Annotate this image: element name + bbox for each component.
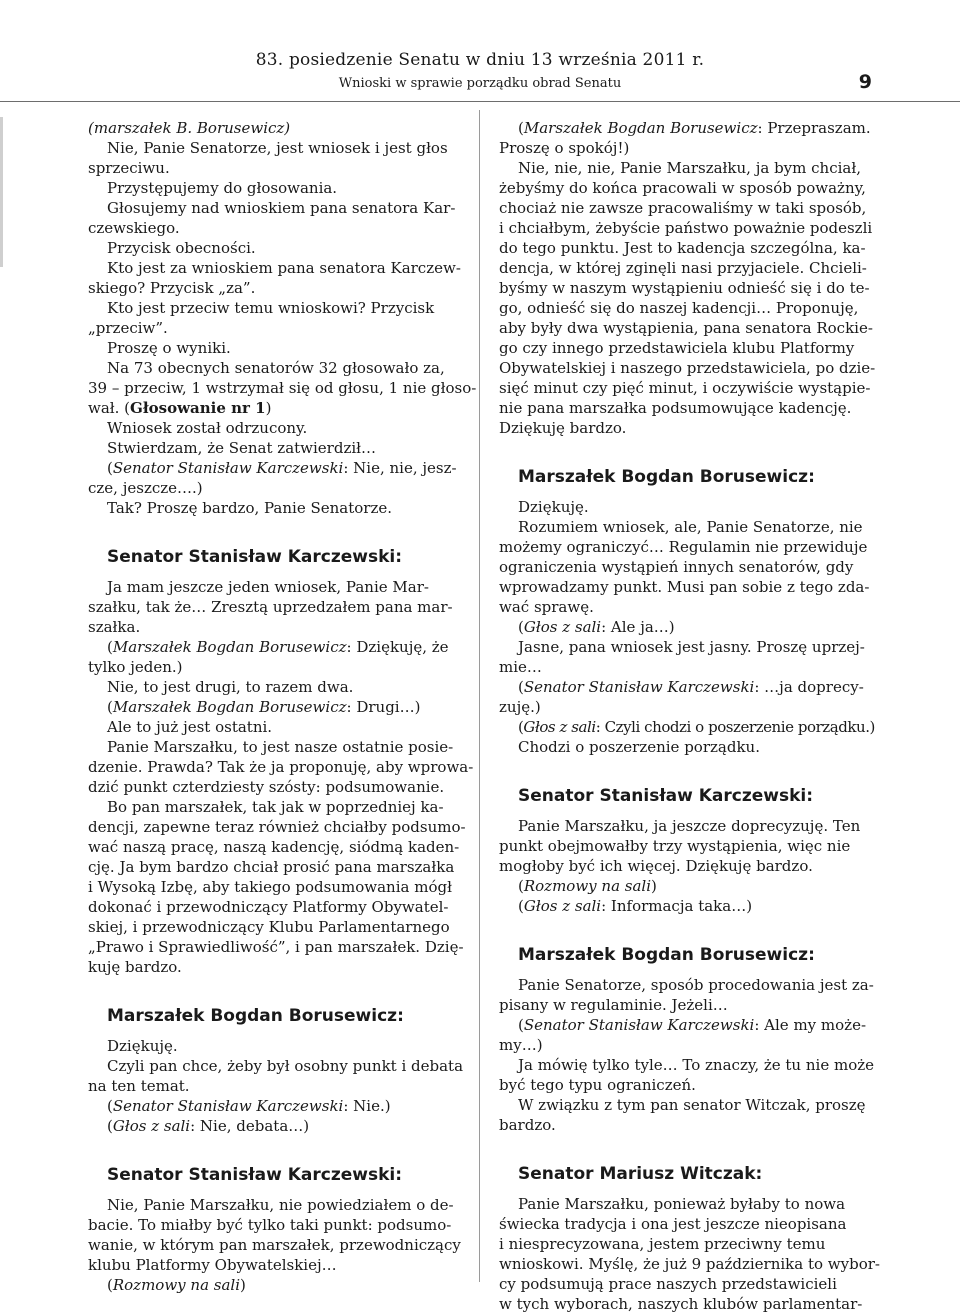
paragraph-line: klubu Platformy Obywatelskiej… xyxy=(88,1256,337,1274)
paragraph-line: Głosujemy nad wnioskiem pana senatora Kar- xyxy=(107,199,456,217)
paragraph-line: dzić punkt czterdziesty szósty: podsumowanie. xyxy=(88,778,445,796)
paragraph-line: „Prawo i Sprawiedliwość”, i pan marszałek. Dzię- xyxy=(88,938,464,956)
paragraph-line: Przystępujemy do głosowania. xyxy=(107,179,338,197)
paragraph-line: cze, jeszcze….) xyxy=(88,479,203,497)
paragraph-line: żebyśmy do końca pracowali w sposób poważny, xyxy=(499,179,866,197)
paragraph-line: (Głos z sali: Nie, debata…) xyxy=(107,1117,310,1135)
paragraph-line: skiej, i przewodniczący Klubu Parlamentarnego xyxy=(88,918,450,936)
paragraph-line: Kto jest przeciw temu wnioskowi? Przycisk xyxy=(107,299,435,317)
speaker-heading: Senator Stanisław Karczewski: xyxy=(107,547,403,567)
paragraph-line: (Senator Stanisław Karczewski: Nie, nie, jesz- xyxy=(107,459,457,477)
paragraph-line: Przycisk obecności. xyxy=(107,239,256,257)
paragraph-line: dzenie. Prawda? Tak że ja proponuję, aby wprowa- xyxy=(88,758,474,776)
paragraph-line: (Rozmowy na sali) xyxy=(518,877,657,895)
paragraph-line: Panie Marszałku, to jest nasze ostatnie posie- xyxy=(107,738,454,756)
paragraph-line: mogłoby być ich więcej. Dziękuję bardzo. xyxy=(499,857,813,875)
page-number: 9 xyxy=(858,71,872,93)
paragraph-line: Nie, Panie Senatorze, jest wniosek i jest głos xyxy=(107,139,448,157)
paragraph-line: go, odnieść się do naszej kadencji… Proponuję, xyxy=(499,299,859,317)
paragraph-line: Kto jest za wnioskiem pana senatora Karczew- xyxy=(107,259,461,277)
page-header-subtitle: Wnioski w sprawie porządku obrad Senatu xyxy=(338,76,622,91)
paragraph-line: (Senator Stanisław Karczewski: …ja doprecy- xyxy=(518,678,864,696)
paragraph-line: cy podsumują prace naszych przedstawicieli xyxy=(499,1275,837,1293)
paragraph-line: szałku, tak że… Zresztą uprzedzałem pana mar- xyxy=(88,598,453,616)
paragraph-line: cję. Ja bym bardzo chciał prosić pana marszałka xyxy=(88,858,455,876)
paragraph-line: pisany w regulaminie. Jeżeli… xyxy=(499,996,728,1014)
paragraph-line: i chciałbym, żebyście państwo poważnie podeszli xyxy=(499,219,873,237)
paragraph-line: (Rozmowy na sali) xyxy=(107,1276,246,1294)
paragraph-line: Dziękuję bardzo. xyxy=(499,419,627,437)
paragraph-line: Stwierdzam, że Senat zatwierdził… xyxy=(107,439,377,457)
paragraph-line: Panie Marszałku, ponieważ byłaby to nowa xyxy=(518,1195,846,1213)
paragraph-line: tylko jeden.) xyxy=(88,658,183,676)
paragraph-line: (Senator Stanisław Karczewski: Nie.) xyxy=(107,1097,391,1115)
paragraph-line: (Głos z sali: Informacja taka…) xyxy=(518,897,753,915)
paragraph-line: zuję.) xyxy=(499,698,541,716)
paragraph-line: chociaż nie zawsze pracowaliśmy w taki sposób, xyxy=(499,199,867,217)
paragraph-line: (Marszałek Bogdan Borusewicz: Drugi…) xyxy=(107,698,421,716)
paragraph-line: Panie Senatorze, sposób procedowania jest za- xyxy=(518,976,874,994)
paragraph-line: (Senator Stanisław Karczewski: Ale my może- xyxy=(518,1016,867,1034)
paragraph-line: i niesprecyzowana, jestem przeciwny temu xyxy=(499,1235,826,1253)
paragraph-line: Nie, Panie Marszałku, nie powiedziałem o de- xyxy=(107,1196,454,1214)
paragraph-line: bacie. To miałby być tylko taki punkt: podsumo- xyxy=(88,1216,452,1234)
paragraph-line: Proszę o wyniki. xyxy=(107,339,231,357)
speaker-heading: Senator Mariusz Witczak: xyxy=(518,1164,763,1184)
paragraph-line: go czy innego przedstawiciela klubu Platformy xyxy=(499,339,855,357)
paragraph-line: Wniosek został odrzucony. xyxy=(107,419,308,437)
paragraph-line: Na 73 obecnych senatorów 32 głosowało za, xyxy=(107,359,445,377)
paragraph-line: Ale to już jest ostatni. xyxy=(107,718,273,736)
paragraph-line: szałka. xyxy=(88,618,141,636)
paragraph-line: punkt obejmowałby trzy wystąpienia, więc nie xyxy=(499,837,851,855)
paragraph-line: wał. (Głosowanie nr 1) xyxy=(88,399,272,417)
paragraph-line: (Marszałek Bogdan Borusewicz: Przepraszam. xyxy=(518,119,871,137)
speaker-heading: Marszałek Bogdan Borusewicz: xyxy=(107,1006,404,1026)
paragraph-line: dokonać i przewodniczący Platformy Obywatel- xyxy=(88,898,449,916)
paragraph-line: Ja mówię tylko tyle… To znaczy, że tu nie może xyxy=(518,1056,875,1074)
vote-number: Głosowanie nr 1 xyxy=(130,399,266,417)
margin-mark xyxy=(0,117,3,267)
paragraph-line: Chodzi o poszerzenie porządku. xyxy=(518,738,760,756)
paragraph-line: mie… xyxy=(499,658,542,676)
paragraph-line: byśmy w naszym wystąpieniu odnieść się i do te- xyxy=(499,279,870,297)
paragraph-line: „przeciw”. xyxy=(88,319,168,337)
paragraph-line: dencja, w której zginęli nasi przyjaciele. Chcieli- xyxy=(499,259,867,277)
paragraph-line: do tego punktu. Jest to kadencja szczególna, ka- xyxy=(499,239,866,257)
paragraph-line: dencji, zapewne teraz również chciałby podsumo- xyxy=(88,818,466,836)
paragraph-line: na ten temat. xyxy=(88,1077,190,1095)
column-divider xyxy=(479,110,480,1282)
running-head: (marszałek B. Borusewicz) xyxy=(88,119,291,137)
speaker-heading: Marszałek Bogdan Borusewicz: xyxy=(518,467,815,487)
paragraph-line: nie pana marszałka podsumowujące kadencję. xyxy=(499,399,852,417)
paragraph-line: Obywatelskiej i naszego przedstawiciela, po dzie- xyxy=(499,359,876,377)
paragraph-line: aby były dwa wystąpienia, pana senatora Rockie- xyxy=(499,319,873,337)
paragraph-line: świecka tradycja i ona jest jeszcze nieopisana xyxy=(499,1215,847,1233)
page-header-title: 83. posiedzenie Senatu w dniu 13 września 2011 r. xyxy=(255,50,705,70)
paragraph-line: wnioskowi. Myślę, że już 9 października to wybor- xyxy=(499,1255,880,1273)
paragraph-line: wprowadzamy punkt. Musi pan sobie z tego zda- xyxy=(499,578,870,596)
paragraph-line: wać naszą pracę, naszą kadencję, siódmą kaden- xyxy=(88,838,460,856)
paragraph-line: sprzeciwu. xyxy=(88,159,170,177)
paragraph-line: Tak? Proszę bardzo, Panie Senatorze. xyxy=(107,499,393,517)
paragraph-line: Nie, to jest drugi, to razem dwa. xyxy=(107,678,354,696)
paragraph-line: Jasne, pana wniosek jest jasny. Proszę uprzej- xyxy=(518,638,865,656)
paragraph-line: wanie, w którym pan marszałek, przewodniczący xyxy=(88,1236,461,1254)
paragraph-line: 39 – przeciw, 1 wstrzymał się od głosu, 1 nie głoso- xyxy=(88,379,477,397)
paragraph-line: skiego? Przycisk „za”. xyxy=(88,279,256,297)
paragraph-line: Bo pan marszałek, tak jak w poprzedniej ka- xyxy=(107,798,444,816)
paragraph-line: (Głos z sali: Czyli chodzi o poszerzenie porządku.) xyxy=(518,718,875,736)
paragraph-line: (Marszałek Bogdan Borusewicz: Dziękuję, że xyxy=(107,638,449,656)
header-rule xyxy=(0,101,960,102)
paragraph-line: ograniczenia wystąpień innych senatorów, gdy xyxy=(499,558,854,576)
paragraph-line: sięć minut czy pięć minut, i oczywiście wystąpie- xyxy=(499,379,871,397)
paragraph-line: bardzo. xyxy=(499,1116,556,1134)
paragraph-line: (Głos z sali: Ale ja…) xyxy=(518,618,675,636)
paragraph-line: Panie Marszałku, ja jeszcze doprecyzuję. Ten xyxy=(518,817,861,835)
paragraph-line: my…) xyxy=(499,1036,543,1054)
paragraph-line: być tego typu ograniczeń. xyxy=(499,1076,696,1094)
paragraph-line: Dziękuję. xyxy=(518,498,589,516)
paragraph-line: Rozumiem wniosek, ale, Panie Senatorze, nie xyxy=(518,518,863,536)
speaker-heading: Marszałek Bogdan Borusewicz: xyxy=(518,945,815,965)
paragraph-line: kuję bardzo. xyxy=(88,958,182,976)
paragraph-line: w tych wyborach, naszych klubów parlamentar- xyxy=(499,1295,863,1313)
paragraph-line: wać sprawę. xyxy=(499,598,594,616)
paragraph-line: Nie, nie, nie, Panie Marszałku, ja bym chciał, xyxy=(518,159,861,177)
paragraph-line: Ja mam jeszcze jeden wniosek, Panie Mar- xyxy=(107,578,429,596)
speaker-heading: Senator Stanisław Karczewski: xyxy=(107,1165,403,1185)
paragraph-line: Proszę o spokój!) xyxy=(499,139,630,157)
paragraph-line: możemy ograniczyć… Regulamin nie przewiduje xyxy=(499,538,868,556)
paragraph-line: Dziękuję. xyxy=(107,1037,178,1055)
left-column xyxy=(88,118,477,1295)
paragraph-line: czewskiego. xyxy=(88,219,180,237)
paragraph-line: Czyli pan chce, żeby był osobny punkt i debata xyxy=(107,1057,464,1075)
paragraph-line: i Wysoką Izbę, aby takiego podsumowania mógł xyxy=(88,878,452,896)
speaker-heading: Senator Stanisław Karczewski: xyxy=(518,786,814,806)
right-column xyxy=(499,118,880,1314)
paragraph-line: W związku z tym pan senator Witczak, proszę xyxy=(518,1096,866,1114)
